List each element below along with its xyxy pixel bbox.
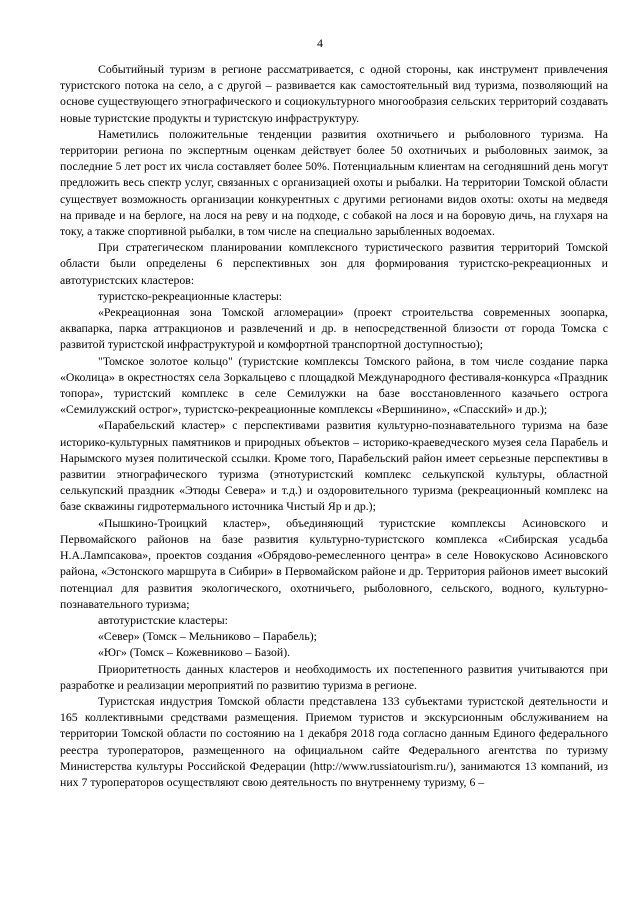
paragraph: «Парабельский кластер» с перспективами развития культурно-познавательного туризма на базе историко-культурных памятников и природных объектов – историко-краеведческого музея села Парабель и Нарымского музея политической ссылки. Кроме того, Парабельский район имеет серьезные перспективы в развитии этнографического туризма (этнотуристский комплекс селькупской культуры, областной селькупский праздник «Этюды Севера» и т.д.) и оздоровительного туризма (рекреационный комплекс на базе скважины гидротермального источника Чистый Яр и др.); bbox=[60, 418, 608, 514]
paragraph: Событийный туризм в регионе рассматривается, с одной стороны, как инструмент привлечения туристского потока на село, а с другой – развивается как самостоятельный вид туризма, позволяющий на основе существующего этнографического и социокультурного многообразия сельских территорий создавать новые туристские продукты и туристскую инфраструктуру. bbox=[60, 62, 608, 125]
page-number: 4 bbox=[317, 36, 323, 50]
paragraph: автотуристские кластеры: bbox=[98, 612, 228, 627]
paragraph: Наметились положительные тенденции развития охотничьего и рыболовного туризма. На территории региона по экспертным оценкам действует более 50 охотничьих и рыболовных заимок, за последние 5 лет рост их числа составляет более 50%. Потенциальным клиентам на сегодняшний день могут предложить весь спектр услуг, связанных с организацией охоты и рыбалки. На территории Томской области существует возможность организации конкурентных с другими регионами видов охоты: охоты на медведя на приваде и на берлоге, на лося на реву и на подходе, с собакой на лося и на боровую дичь, на глухаря на току, а также спортивной рыбалки, в том числе на специально зарыбленных водоемах. bbox=[60, 126, 608, 239]
paragraph: Приоритетность данных кластеров и необходимость их постепенного развития учитываются при разработке и реализации мероприятий по развитию туризма в регионе. bbox=[60, 661, 608, 692]
paragraph: туристско-рекреационные кластеры: bbox=[98, 288, 283, 303]
paragraph: При стратегическом планировании комплексного туристического развития территорий Томской области были определены 6 перспективных зон для формирования туристско-рекреационных и автотуристских кластеров: bbox=[60, 240, 608, 287]
paragraph: "Томское золотое кольцо" (туристские комплексы Томского района, в том числе создание парка «Околица» в окрестностях села Зоркальцево с площадкой Международного фестиваля-конкурса «Праздник топора», туристский комплекс в селе Семилужки на базе восстановленного казачьего острога «Семилужский острог», туристско-рекреационные комплексы «Вершинино», «Спасский» и др.); bbox=[60, 353, 608, 417]
paragraph: Туристская индустрия Томской области представлена 133 субъектами туристской деятельности и 165 коллективными средствами размещения. Приемом туристов и экскурсионным обслуживанием на территории Томской области по состоянию на 1 декабря 2018 года согласно данным Единого федерального реестра туроператоров, размещенного на официальном сайте Федерального агентства по туризму Министерства культуры Российской Федерации (http://www.russiatourism.ru/), занимаются 13 компаний, из них 7 туроператоров осуществляют свою деятельность по внутреннему туризму, 6 – bbox=[60, 693, 608, 789]
paragraph: «Пышкино-Троицкий кластер», объединяющий туристские комплексы Асиновского и Первомайского районов на базе развития культурно-туристского комплекса «Сибирская усадьба Н.А.Лампсакова», проектов создания «Обрядово-ремесленного центра» в селе Новокусково Асиновского района, «Эстонского маршрута в Сибири» в Первомайском районе и др. Территория районов имеет высокий потенциал для развития экологического, охотничьего, рыболовного, сельского, водного, культурно-познавательного туризма; bbox=[60, 515, 608, 611]
body-text bbox=[60, 61, 608, 790]
paragraph: «Юг» (Томск – Кожевниково – Базой). bbox=[98, 645, 291, 660]
paragraph: «Рекреационная зона Томской агломерации» (проект строительства современных зоопарка, аквапарка, парка аттракционов и развлечений и др. в непосредственной близости от города Томска с развитой туристской инфраструктурой и комфортной транспортной доступностью); bbox=[60, 305, 608, 352]
paragraph: «Север» (Томск – Мельниково – Парабель); bbox=[98, 629, 317, 644]
